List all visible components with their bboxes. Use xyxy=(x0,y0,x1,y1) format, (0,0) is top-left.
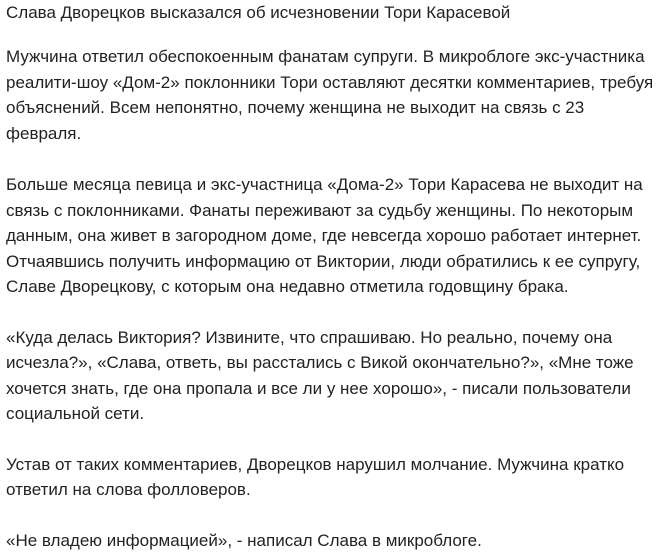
article-paragraph-2: Больше месяца певица и экс-участница «Дома-2» Тори Карасева не выходит на связь с поклонниками. Фанаты переживают за судьбу женщины. По некоторым данным, она живет в загородном доме, где невсегда хорошо работает интернет. Отчаявшись получить информацию от Виктории, люди обратились к ее супругу, Славе Дворецкову, с которым она недавно отметила годовщину брака. xyxy=(6,172,664,300)
article-paragraph-1: Мужчина ответил обеспокоенным фанатам супруги. В микроблоге экс-участника реалити-шоу «Дом-2» поклонники Тори оставляют десятки комментариев, требуя объяснений. Всем непонятно, почему женщина не выходит на связь с 23 февраля. xyxy=(6,44,664,146)
article-paragraph-5: «Не владею информацией», - написал Слава в микроблоге. xyxy=(6,528,664,553)
article-paragraph-4: Устав от таких комментариев, Дворецков нарушил молчание. Мужчина кратко ответил на слова фолловеров. xyxy=(6,452,664,503)
article-paragraph-3: «Куда делась Виктория? Извините, что спрашиваю. Но реально, почему она исчезла?», «Слава, ответь, вы расстались с Викой окончательно?», «Мне тоже хочется знать, где она пропала и все ли у нее хорошо», - писали пользователи социальной сети. xyxy=(6,325,664,427)
article-title: Слава Дворецков высказался об исчезновении Тори Карасевой xyxy=(6,0,664,24)
